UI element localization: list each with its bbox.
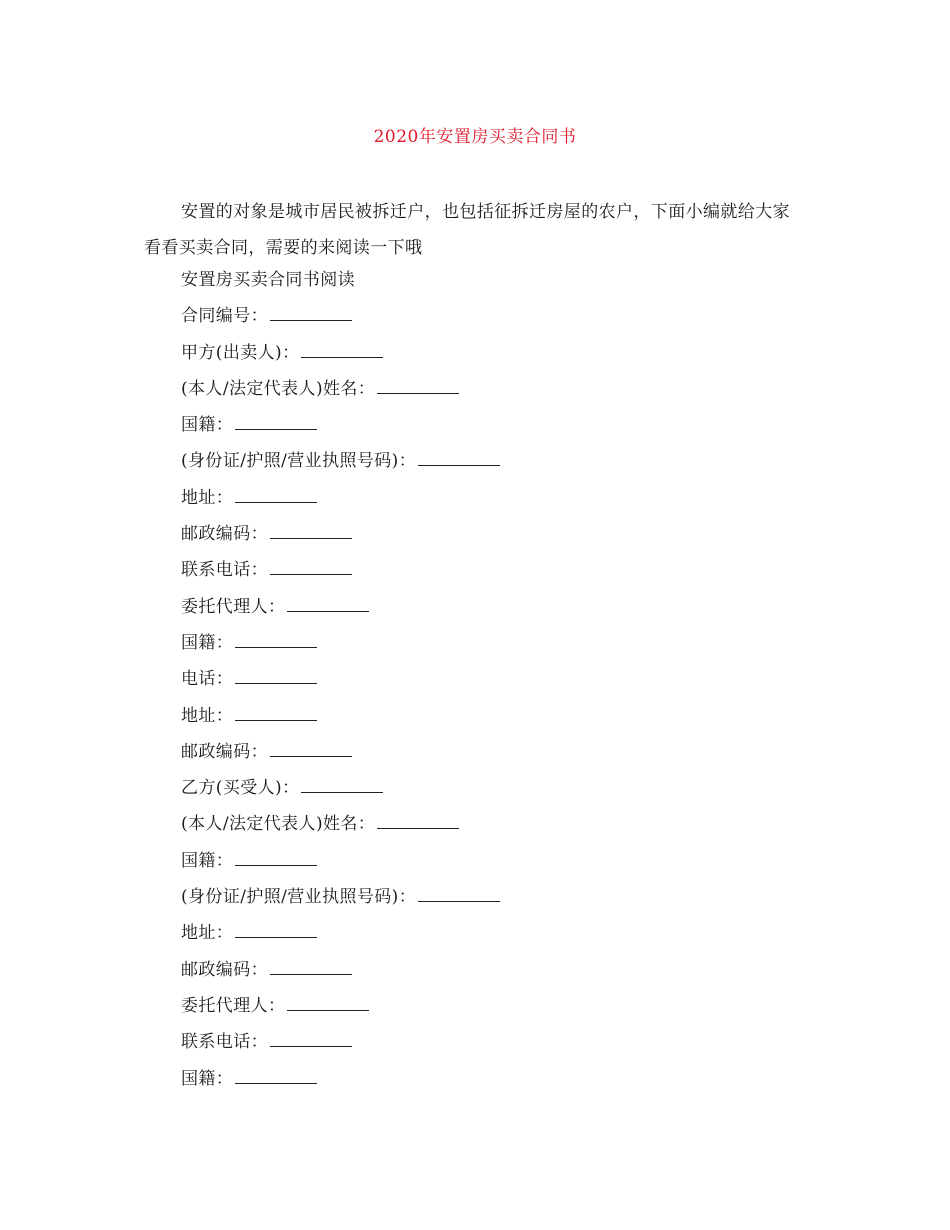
- field-label: 地址：: [181, 487, 234, 508]
- field-label: 委托代理人：: [181, 995, 286, 1016]
- fill-in-blank[interactable]: [301, 356, 383, 358]
- fill-in-blank[interactable]: [301, 791, 383, 793]
- field-label: 联系电话：: [181, 560, 268, 581]
- contract-field-row: [181, 806, 500, 842]
- section-heading-text: 安置房买卖合同书阅读: [181, 270, 355, 290]
- contract-field-row: [181, 661, 500, 697]
- field-label: 乙方(买受人)：: [181, 778, 300, 799]
- fill-in-blank[interactable]: [235, 501, 317, 503]
- field-label: 联系电话：: [181, 1032, 268, 1053]
- fill-in-blank[interactable]: [270, 319, 352, 321]
- contract-field-row: [181, 335, 500, 371]
- field-label: 合同编号：: [181, 306, 268, 327]
- contract-field-row: [181, 952, 500, 988]
- contract-field-row: [181, 625, 500, 661]
- contract-field-row: [181, 480, 500, 516]
- fill-in-blank[interactable]: [287, 610, 369, 612]
- contract-field-row: [181, 589, 500, 625]
- fill-in-blank[interactable]: [270, 1045, 352, 1047]
- field-label: 邮政编码：: [181, 524, 268, 545]
- fill-in-blank[interactable]: [235, 719, 317, 721]
- field-label: (本人/法定代表人)姓名：: [181, 378, 376, 399]
- field-label: 电话：: [181, 669, 234, 690]
- contract-field-row: [181, 843, 500, 879]
- field-label: 甲方(出卖人)：: [181, 342, 300, 363]
- contract-field-row: [181, 988, 500, 1024]
- fill-in-blank[interactable]: [377, 827, 459, 829]
- contract-field-row: [181, 1024, 500, 1060]
- fill-in-blank[interactable]: [270, 755, 352, 757]
- contract-field-list: [181, 262, 500, 1097]
- contract-field-row: [181, 407, 500, 443]
- contract-field-row: [181, 298, 500, 334]
- contract-field-row: [181, 879, 500, 915]
- contract-field-row: [181, 516, 500, 552]
- field-label: 委托代理人：: [181, 596, 286, 617]
- fill-in-blank[interactable]: [418, 464, 500, 466]
- fill-in-blank[interactable]: [270, 573, 352, 575]
- field-label: (身份证/护照/营业执照号码)：: [181, 451, 417, 472]
- contract-field-row: [181, 443, 500, 479]
- fill-in-blank[interactable]: [235, 646, 317, 648]
- field-label: 邮政编码：: [181, 959, 268, 980]
- contract-field-row: [181, 915, 500, 951]
- fill-in-blank[interactable]: [418, 900, 500, 902]
- document-title: 2020年安置房买卖合同书: [373, 127, 577, 147]
- intro-paragraph: 安置的对象是城市居民被拆迁户，也包括征拆迁房屋的农户，下面小编就给大家看看买卖合同，需要的来阅读一下哦: [144, 202, 790, 258]
- fill-in-blank[interactable]: [235, 1082, 317, 1084]
- contract-field-row: [181, 371, 500, 407]
- field-label: 国籍：: [181, 632, 234, 653]
- fill-in-blank[interactable]: [235, 428, 317, 430]
- contract-field-row: [181, 734, 500, 770]
- fill-in-blank[interactable]: [235, 864, 317, 866]
- contract-field-row: [181, 552, 500, 588]
- section-heading: [181, 262, 500, 298]
- field-label: 国籍：: [181, 1068, 234, 1089]
- fill-in-blank[interactable]: [270, 537, 352, 539]
- fill-in-blank[interactable]: [235, 682, 317, 684]
- field-label: 国籍：: [181, 850, 234, 871]
- contract-field-row: [181, 770, 500, 806]
- field-label: (本人/法定代表人)姓名：: [181, 814, 376, 835]
- fill-in-blank[interactable]: [287, 1009, 369, 1011]
- field-label: 国籍：: [181, 415, 234, 436]
- contract-field-row: [181, 1061, 500, 1097]
- fill-in-blank[interactable]: [270, 973, 352, 975]
- field-label: (身份证/护照/营业执照号码)：: [181, 887, 417, 908]
- field-label: 地址：: [181, 923, 234, 944]
- field-label: 地址：: [181, 705, 234, 726]
- contract-field-row: [181, 698, 500, 734]
- fill-in-blank[interactable]: [235, 936, 317, 938]
- fill-in-blank[interactable]: [377, 392, 459, 394]
- field-label: 邮政编码：: [181, 741, 268, 762]
